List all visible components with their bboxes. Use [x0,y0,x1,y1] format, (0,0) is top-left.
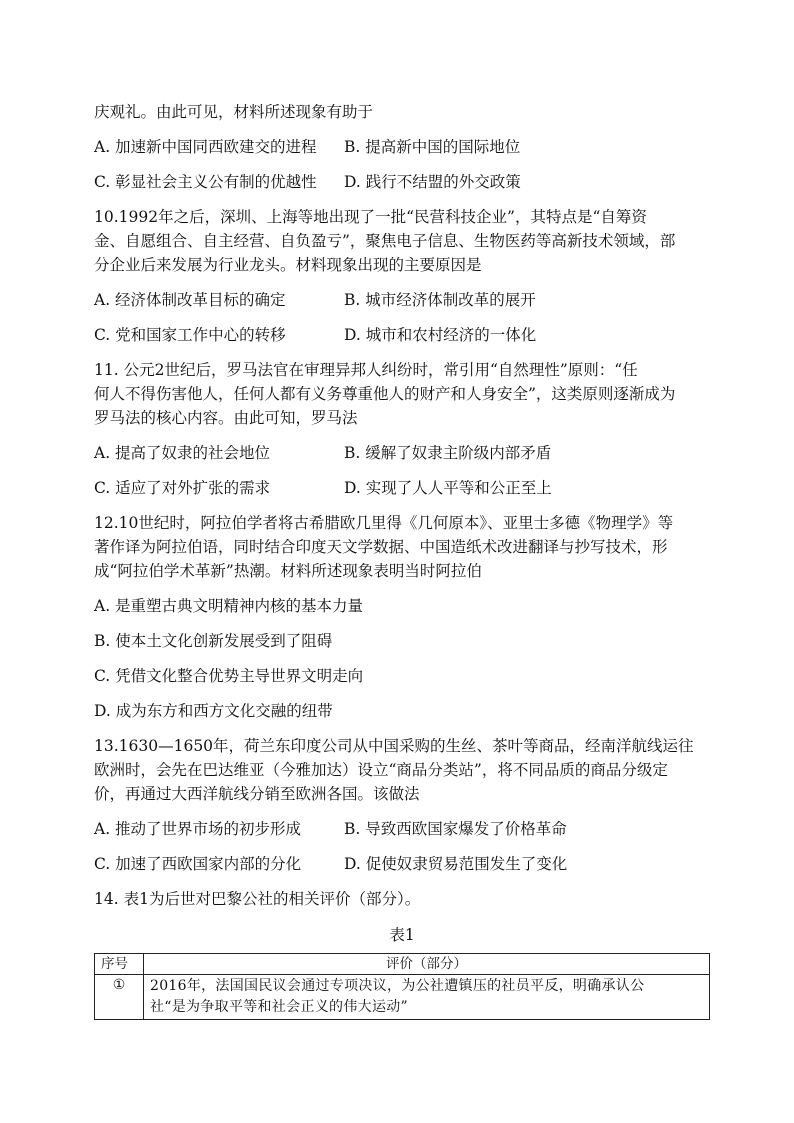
question-12-stem-line: 成“阿拉伯学术革新”热潮。材料所述现象表明当时阿拉伯 [94,562,482,580]
question-9-option-a[interactable]: A. 加速新中国同西欧建交的进程 [94,138,317,156]
question-10 [94,205,710,347]
question-12-option-d[interactable]: D. 成为东方和西方文化交融的纽带 [94,702,333,720]
question-13-option-d[interactable]: D. 促使奴隶贸易范围发生了变化 [344,855,568,873]
question-12-stem [94,511,710,583]
question-10-options-row-1 [94,288,710,312]
question-11-option-a[interactable]: A. 提高了奴隶的社会地位 [94,444,271,462]
table-cell-line: 2016年，法国国民议会通过专项决议，为公社遭镇压的社员平反，明确承认公 [150,978,645,994]
question-10-option-b[interactable]: B. 城市经济体制改革的展开 [344,291,536,309]
question-14-stem [94,887,710,911]
exam-page [94,100,710,1020]
question-12-option-b[interactable]: B. 使本土文化创新发展受到了阻碍 [94,632,333,650]
question-12-stem-line: 12.10世纪时，阿拉伯学者将古希腊欧几里得《几何原本》、亚里士多德《物理学》等 [94,514,674,532]
question-10-stem-line: 10.1992年之后，深圳、上海等地出现了一批“民营科技企业”，其特点是“自筹资 [94,208,647,226]
table-cell-evaluation [144,975,710,1020]
question-11-options-row-2 [94,476,710,500]
question-13-stem [94,734,710,806]
table-header-index: 序号 [95,954,144,975]
question-9-options-row-2 [94,170,710,194]
question-9-option-c[interactable]: C. 彰显社会主义公有制的优越性 [94,173,317,191]
question-11-options-row-1 [94,441,710,465]
question-13-stem-line: 13.1630—1650年，荷兰东印度公司从中国采购的生丝、茶叶等商品，经南洋航线运往 [94,737,694,755]
question-9-stem-end: 庆观礼。由此可见，材料所述现象有助于 [94,103,374,121]
question-13-stem-line: 价，再通过大西洋航线分销至欧洲各国。该做法 [94,785,420,803]
question-10-stem-line: 分企业后来发展为行业龙头。材料现象出现的主要原因是 [94,256,482,274]
question-14-stem-line: 14. 表1为后世对巴黎公社的相关评价（部分）。 [94,890,421,908]
question-9-option-b[interactable]: B. 提高新中国的国际地位 [344,138,521,156]
question-12 [94,511,710,723]
question-13-options-row-1 [94,817,710,841]
question-9-continuation [94,100,710,194]
question-11-option-d[interactable]: D. 实现了人人平等和公正至上 [344,479,552,497]
table-header-row [95,954,710,975]
question-11-stem-line: 11. 公元2世纪后，罗马法官在审理异邦人纠纷时，常引用“自然理性”原则：“任 [94,361,638,379]
question-12-stem-line: 著作译为阿拉伯语，同时结合印度天文学数据、中国造纸术改进翻译与抄写技术，形 [94,538,668,556]
question-9-options-row-1 [94,135,710,159]
question-11-stem-line: 何人不得伤害他人，任何人都有义务尊重他人的财产和人身安全”，这类原则逐渐成为 [94,385,676,403]
question-11 [94,358,710,500]
question-10-option-a[interactable]: A. 经济体制改革目标的确定 [94,291,286,309]
evaluation-table [94,953,710,1020]
table-cell-index: ① [95,975,144,1020]
question-12-option-c[interactable]: C. 凭借文化整合优势主导世界文明走向 [94,667,364,685]
question-10-stem [94,205,710,277]
question-13-stem-line: 欧洲时，会先在巴达维亚（今雅加达）设立“商品分类站”，将不同品质的商品分级定 [94,761,668,779]
question-13 [94,734,710,876]
question-9-option-d[interactable]: D. 践行不结盟的外交政策 [344,173,521,191]
table-row [95,975,710,1020]
table-cell-line: 社“是为争取平等和社会正义的伟大运动” [150,999,409,1015]
table-caption: 表1 [389,926,415,944]
question-11-stem [94,358,710,430]
question-12-option-a[interactable]: A. 是重塑古典文明精神内核的基本力量 [94,597,364,615]
table-header-evaluation: 评价（部分） [144,954,710,975]
question-13-options-row-2 [94,852,710,876]
question-10-option-d[interactable]: D. 城市和农村经济的一体化 [344,326,537,344]
question-11-option-c[interactable]: C. 适应了对外扩张的需求 [94,479,271,497]
question-13-option-a[interactable]: A. 推动了世界市场的初步形成 [94,820,302,838]
question-13-option-b[interactable]: B. 导致西欧国家爆发了价格革命 [344,820,567,838]
question-10-options-row-2 [94,323,710,347]
question-11-option-b[interactable]: B. 缓解了奴隶主阶级内部矛盾 [344,444,552,462]
question-10-stem-line: 金、自愿组合、自主经营、自负盈亏”，聚焦电子信息、生物医药等高新技术领域，部 [94,232,676,250]
question-14 [94,887,710,1020]
question-10-option-c[interactable]: C. 党和国家工作中心的转移 [94,326,286,344]
question-13-option-c[interactable]: C. 加速了西欧国家内部的分化 [94,855,302,873]
question-11-stem-line: 罗马法的核心内容。由此可知，罗马法 [94,409,358,427]
